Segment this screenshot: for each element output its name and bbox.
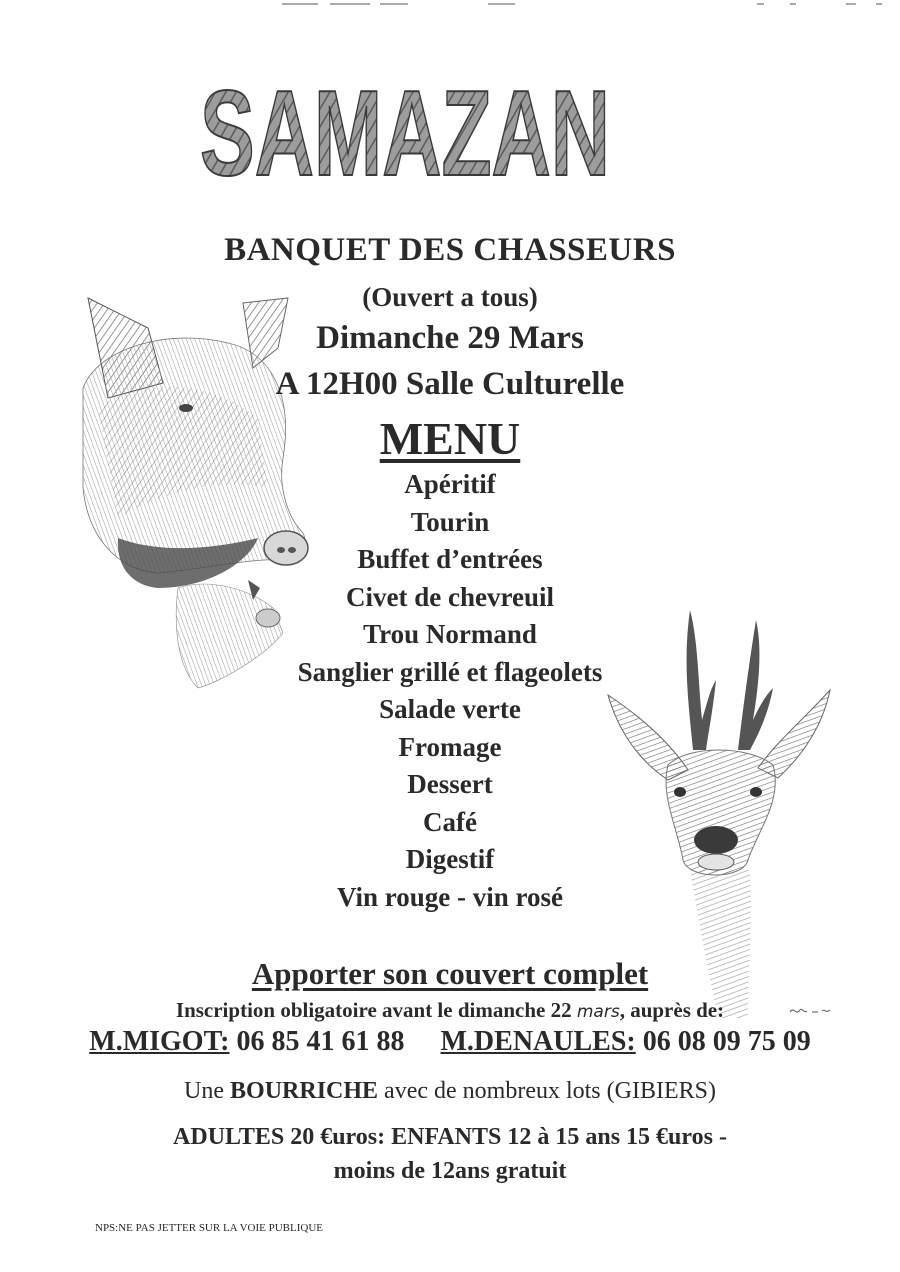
menu-item: Digestif (405, 844, 495, 874)
registration-prefix: Inscription obligatoire avant le dimanche 22 (175, 998, 572, 1022)
price-line-2: moins de 12ans gratuit (333, 1158, 567, 1184)
menu-item: Trou Normand (363, 619, 537, 649)
bring-cutlery-notice: Apporter son couvert complet (251, 956, 649, 991)
registration-handwritten: mars (576, 1002, 620, 1022)
open-note: (Ouvert a tous) (362, 282, 538, 312)
lots-prefix: Une (184, 1078, 225, 1104)
handwritten-scribble (788, 1004, 832, 1018)
contact-phone[interactable]: 06 08 09 75 09 (642, 1026, 811, 1057)
contact-name: M.DENAULES: (440, 1026, 636, 1057)
event-date: Dimanche 29 Mars (316, 320, 584, 356)
menu-item: Buffet d’entrées (357, 544, 543, 574)
scan-edge-marks (0, 0, 900, 12)
town-title (195, 65, 615, 201)
menu-item: Fromage (398, 731, 502, 762)
menu-item: Vin rouge - vin rosé (336, 881, 563, 912)
lots-bold: BOURRICHE (230, 1078, 379, 1104)
footer-note: NPS:NE PAS JETTER SUR LA VOIE PUBLIQUE (95, 1222, 323, 1234)
menu-item: Café (423, 806, 477, 837)
contacts-line (0, 1026, 900, 1058)
menu-item: Apéritif (404, 469, 496, 499)
event-time-place: A 12H00 Salle Culturelle (275, 366, 625, 402)
contact-name: M.MIGOT: (89, 1026, 230, 1057)
menu-item: Salade verte (379, 694, 521, 724)
lots-line (0, 1078, 900, 1105)
menu-title: MENU (379, 413, 521, 464)
contact-phone[interactable]: 06 85 41 61 88 (236, 1026, 405, 1057)
registration-line (0, 998, 900, 1023)
price-line-1: ADULTES 20 €uros: ENFANTS 12 à 15 ans 15 €uros - (173, 1124, 727, 1150)
menu-item: Civet de chevreuil (346, 581, 554, 612)
menu-list (0, 466, 900, 916)
menu-item: Sanglier grillé et flageolets (297, 656, 603, 687)
registration-suffix: , auprès de: (619, 998, 725, 1022)
lots-suffix: avec de nombreux lots (GIBIERS) (384, 1078, 716, 1104)
town-name: SAMAZAN (200, 65, 610, 201)
menu-item: Tourin (410, 506, 490, 537)
menu-item: Dessert (407, 769, 493, 799)
event-title: BANQUET DES CHASSEURS (224, 232, 676, 268)
